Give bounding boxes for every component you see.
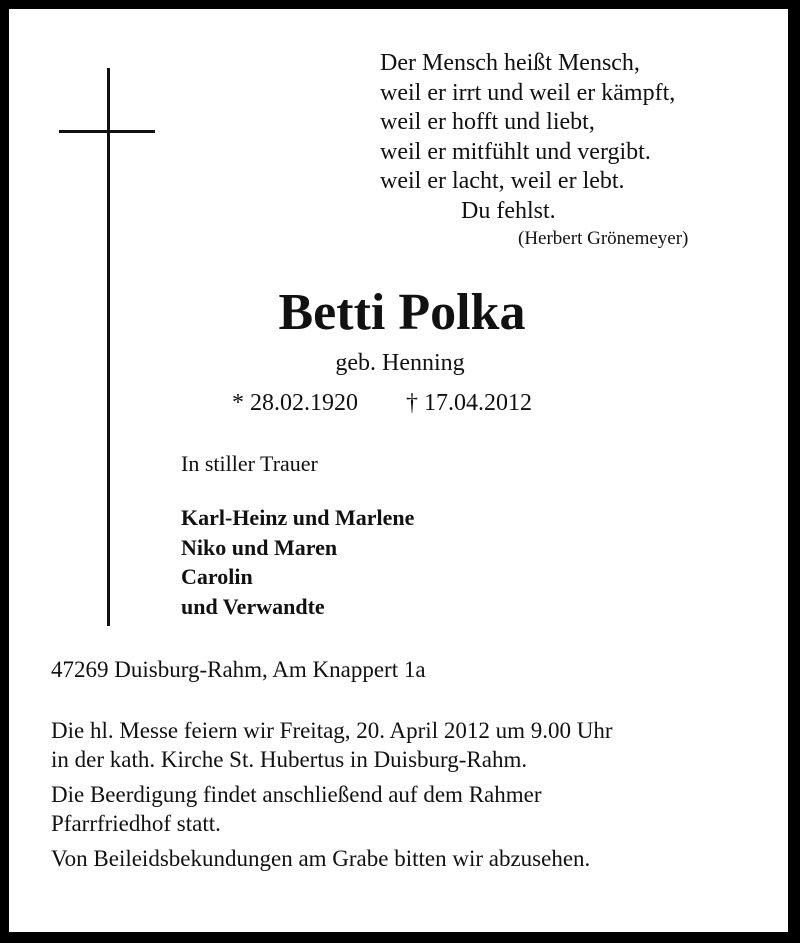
condolences-note-line: Von Beileidsbekundungen am Grabe bitten wir abzusehen. bbox=[51, 846, 591, 871]
poem-author: (Herbert Grönemeyer) bbox=[518, 228, 689, 249]
address: 47269 Duisburg-Rahm, Am Knappert 1a bbox=[51, 657, 426, 682]
mass-note-line: in der kath. Kirche St. Hubertus in Duisburg-Rahm. bbox=[51, 747, 528, 772]
poem-line: weil er hofft und liebt, bbox=[380, 109, 595, 135]
burial-note bbox=[51, 780, 613, 838]
life-dates bbox=[232, 388, 532, 418]
cross-horizontal-bar bbox=[59, 130, 155, 133]
poem-line: Der Mensch heißt Mensch, bbox=[380, 50, 640, 76]
mass-note bbox=[51, 716, 613, 774]
condolences-note bbox=[51, 844, 613, 873]
poem-line: weil er lacht, weil er lebt. bbox=[380, 168, 625, 194]
maiden-name: geb. Henning bbox=[335, 350, 465, 376]
poem-line: weil er irrt und weil er kämpft, bbox=[380, 79, 676, 106]
mourners-list bbox=[181, 503, 414, 621]
notes bbox=[51, 716, 613, 879]
burial-note-line: Die Beerdigung findet anschließend auf dem Rahmer bbox=[51, 782, 542, 807]
burial-note-line: Pfarrfriedhof statt. bbox=[51, 811, 221, 836]
poem-line: weil er mitfühlt und vergibt. bbox=[380, 138, 651, 165]
mourner: Carolin bbox=[181, 564, 253, 589]
poem-quote bbox=[380, 49, 688, 252]
mourner: Niko und Maren bbox=[181, 534, 338, 560]
mourner: und Verwandte bbox=[181, 593, 325, 619]
birth-date: * 28.02.1920 bbox=[232, 390, 358, 416]
mourning-heading: In stiller Trauer bbox=[181, 451, 318, 476]
cross-vertical-bar bbox=[107, 68, 110, 626]
deceased-name: Betti Polka bbox=[278, 284, 526, 341]
death-date: † 17.04.2012 bbox=[406, 390, 532, 416]
mass-note-line: Die hl. Messe feiern wir Freitag, 20. April 2012 um 9.00 Uhr bbox=[51, 718, 613, 743]
poem-closing: Du fehlst. bbox=[461, 197, 556, 224]
mourner: Karl-Heinz und Marlene bbox=[181, 505, 415, 530]
